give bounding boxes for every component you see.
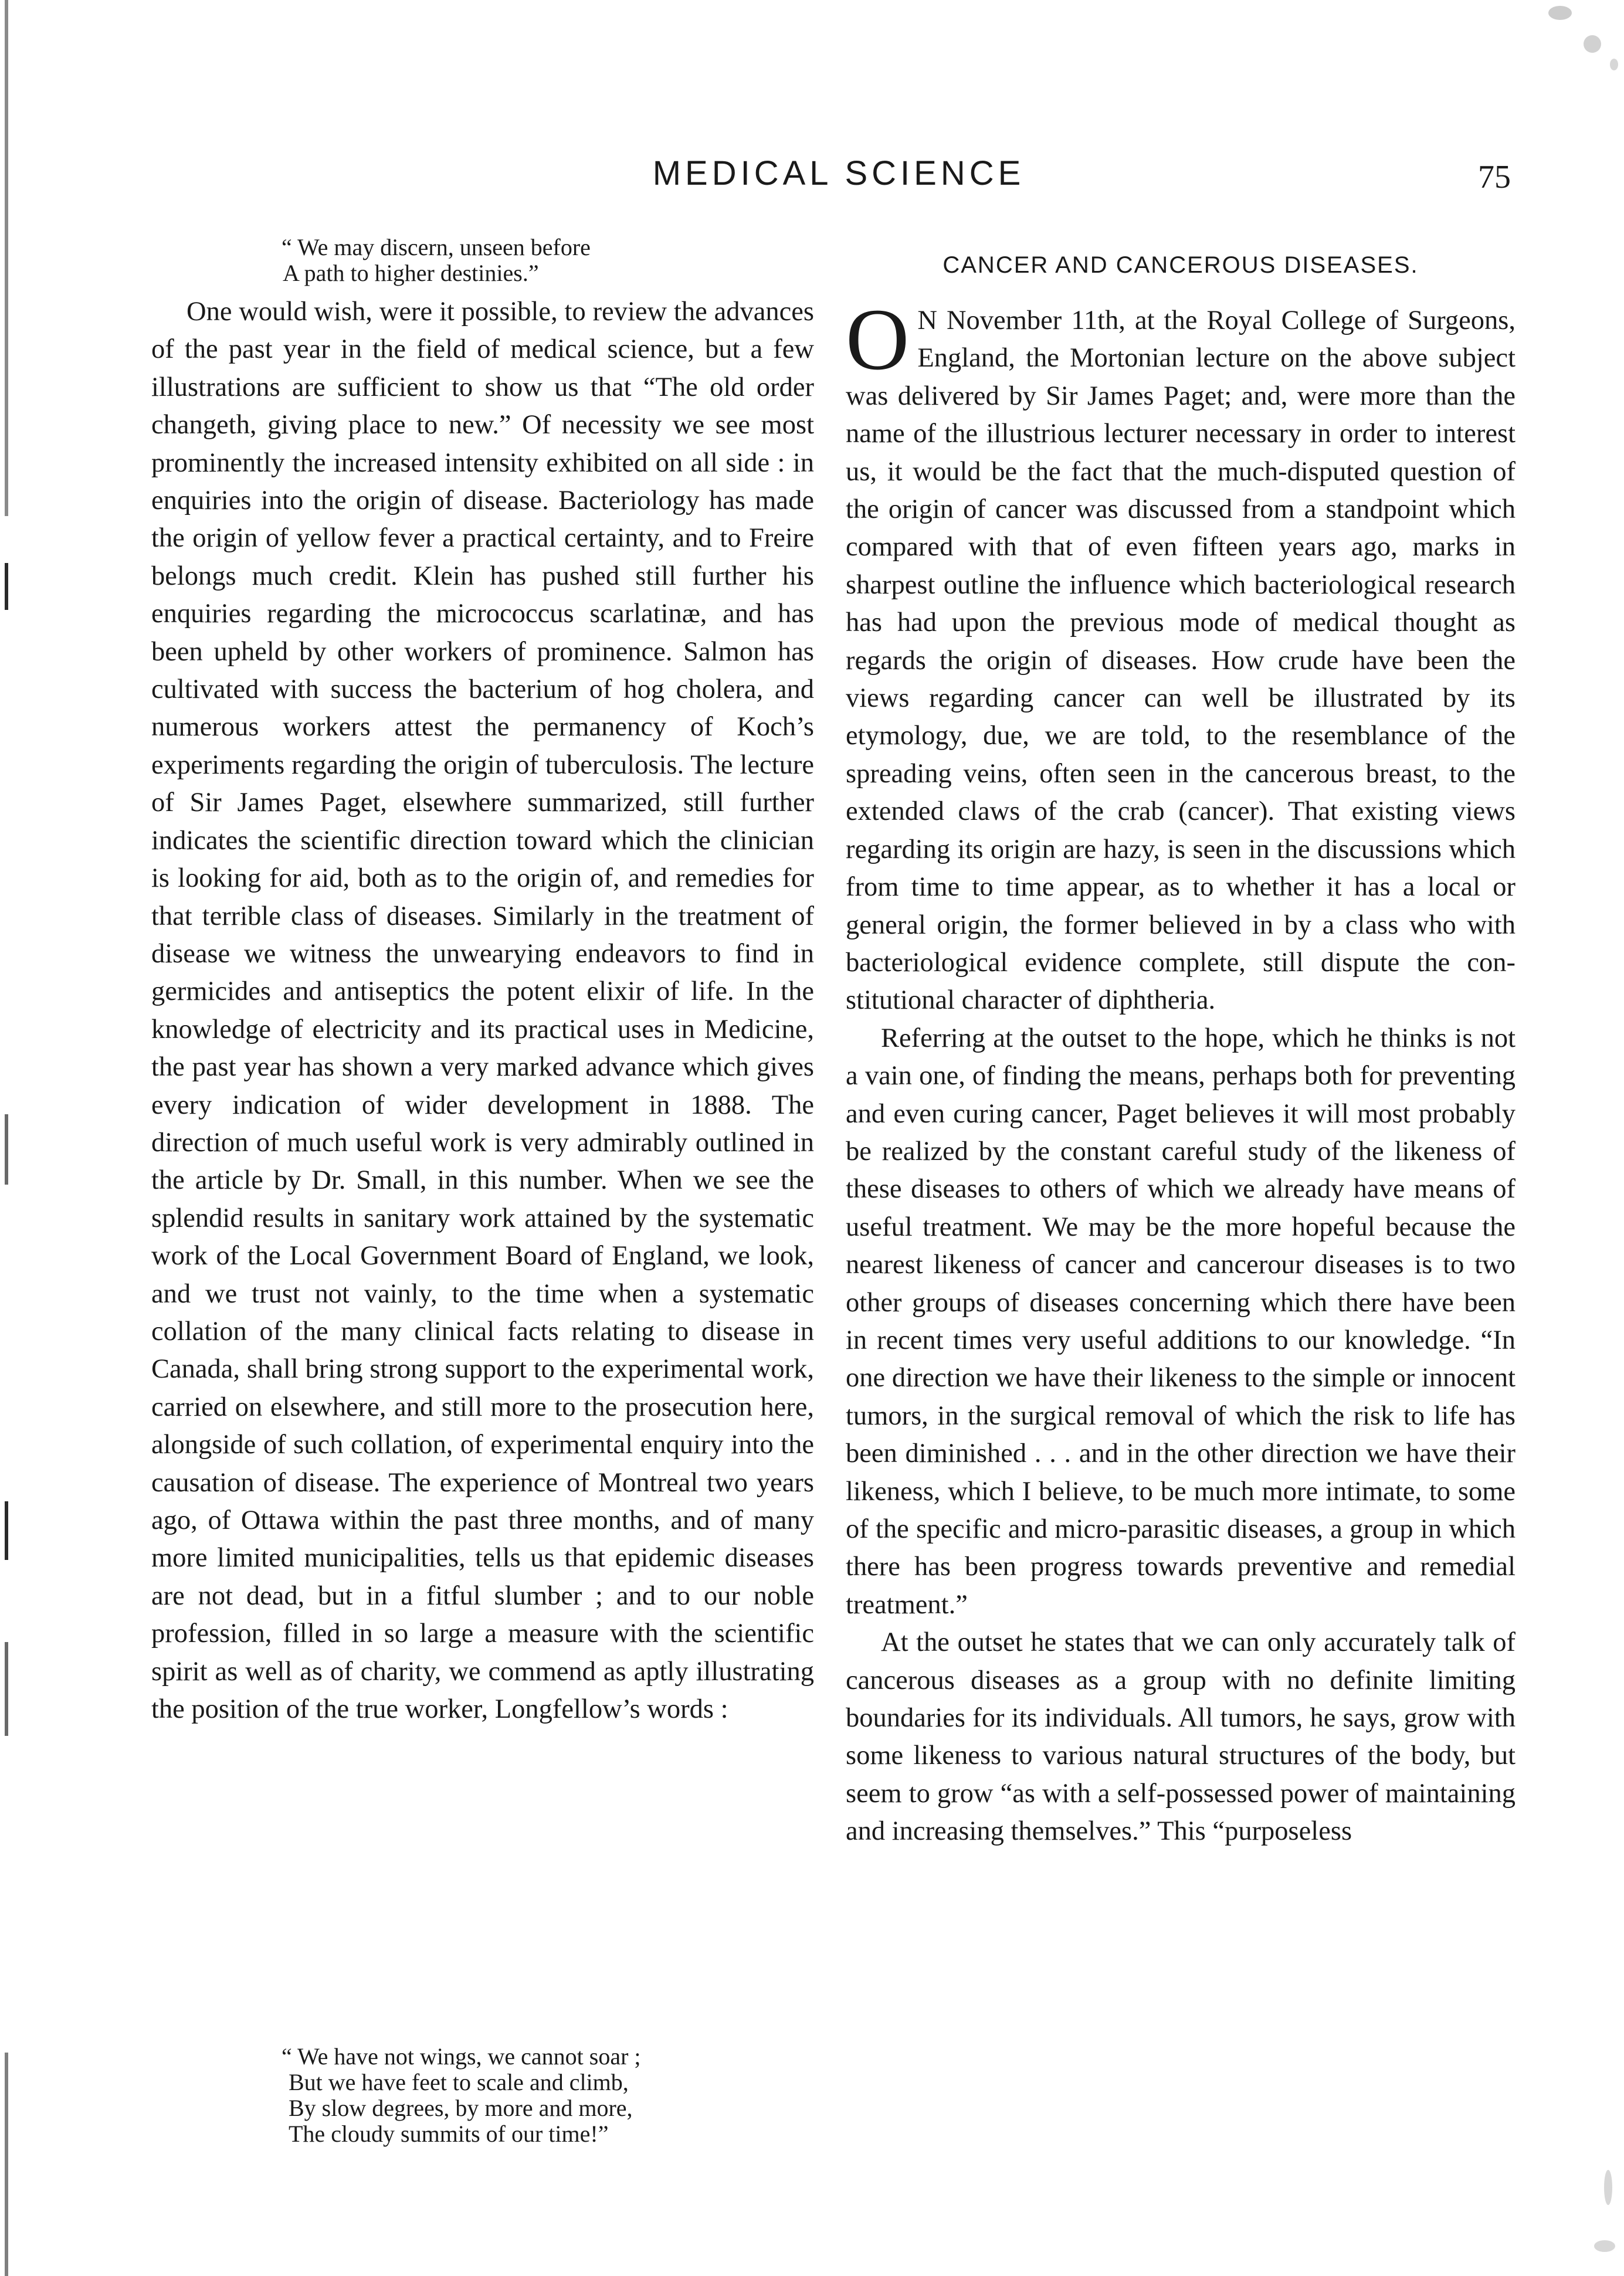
verse-line: By slow degrees, by more and more, [289, 2095, 633, 2121]
editorial-body [151, 293, 814, 1728]
binding-edge-mark [5, 0, 8, 516]
verse-line: But we have feet to scale and climb, [289, 2069, 629, 2095]
scan-speckle [1610, 59, 1618, 70]
binding-edge-mark [5, 1642, 8, 1736]
verse-line: “ We have not wings, we cannot soar ; [282, 2043, 641, 2070]
drop-cap: O [846, 291, 910, 388]
article-paragraph [846, 291, 1515, 1020]
article-body [846, 291, 1515, 1851]
binding-edge-mark [5, 1501, 8, 1560]
binding-edge-mark [5, 1114, 8, 1185]
scan-speckle [1594, 2240, 1615, 2252]
editorial-paragraph: One would wish, were it possible, to review the advances of the past year in the field of medical science, but a few illustrations are sufficient to show us that “The old order changeth, giving place to new.” Of necessity we see most prominently the increased intensity exhibited on all side : in enquiries into the origin of disease. Bacteriology has made the origin of yellow fever a practical certainty, and to Freire belongs much credit. Klein has pushed still further his enquiries regarding the micrococcus scarlatinæ, and has been upheld by other workers of prominence. Salmon has cultivated with success the bacterium of hog cholera, and numerous workers attest the permanency of Koch’s experiments regarding the origin of tuberculosis. The lecture of Sir James Paget, elsewhere summarized, still further indicates the scientific direction toward which the clinician is looking for aid, both as to the origin of, and remedies for that terrible class of diseases. Similarly in the treatment of disease we witness the unwearying endeavors to find in germicides and antiseptics the potent elixir of life. In the knowledge of electricity and its practical uses in Medicine, the past year has shown a very marked advance which gives every indication of wider development in 1888. The direction of much useful work is very admirably outlined in the article by Dr. Small, in this number. When we see the splendid results in sanitary work attained by the systematic work of the Local Government Board of England, we look, and we trust not vainly, to the time when a systematic collation of the many clinical facts relating to disease in Canada, shall bring strong support to the experimental work, carried on elsewhere, and still more to the prosecution here, alongside of such collation, of experimental enquiry into the causation of disease. The experience of Montreal two years ago, of Ottawa within the past three months, and of many more limited municipalities, tells us that epidemic diseases are not dead, but in a fitful slumber ; and to our noble profession, filled in so large a measure with the scientific spirit as well as of charity, we commend as aptly illustrating the position of the true worker, Longfellow’s words : [151, 297, 814, 1725]
scan-speckle [1548, 6, 1572, 20]
article-paragraph: Referring at the outset to the hope, which he thinks is not a vain one, of finding the means, perhaps both for preventing and even curing cancer, Paget believes it will most probably be realized by the constant careful study of the likeness of these diseases to others of which we already have means of useful treatment. We may be the more hopeful because the nearest likeness of cancer and cancerour diseases is to two other groups of diseases concerning which there have been in recent times very useful additions to our knowledge. “In one direction we have their likeness to the simple or innocent tumors, in the surgical removal of which the risk to life has been diminished . . . and in the other direction we have their likeness, which I believe, to be much more intimate, to some of the specific and micro-parasitic diseases, a group in which there has been progress towards preventive and remedial treatment.” [846, 1023, 1515, 1620]
article-paragraph: At the outset he states that we can only accurately talk of cancerous diseases as a group with no definite limiting boundaries for its individuals. All tumors, he says, grow with some likeness to various natural structures of the body, but seem to grow “as with a self-possessed power of maintaining and increasing themselves.” This “purposeless [846, 1627, 1515, 1847]
scan-speckle [1584, 35, 1601, 53]
longfellow-verse [282, 2044, 704, 2147]
epigraph [282, 235, 692, 286]
article-title: CANCER AND CANCEROUS DISEASES. [942, 252, 1419, 278]
epigraph-line: A path to higher destinies.” [283, 260, 539, 286]
verse-line: The cloudy summits of our time!” [289, 2121, 609, 2147]
running-header: MEDICAL SCIENCE [652, 154, 1025, 192]
scan-speckle [1604, 2170, 1612, 2205]
page-number: 75 [1478, 159, 1511, 195]
binding-edge-mark [5, 563, 8, 610]
binding-edge-mark [5, 2053, 8, 2276]
article-paragraph-text: N November 11th, at the Royal College of Surgeons, England, the Mortonian lecture on the above subject was delivered by Sir James Paget; and, were more than the name of the illustrious lecturer necessary in order to interest us, it would be the fact that the much-disputed question of the origin of cancer was discussed from a standpoint which compared with that of even fifteen years ago, marks in sharpest outline the influence which bacteriological research has had upon the previous mode of medical thought as regards the origin of diseases. How crude have been the views regarding cancer can well be illustrated by its etymology, due, we are told, to the resemblance of the spreading veins, often seen in the cancerous breast, to the extended claws of the crab (cancer). That existing views regarding its origin are hazy, is seen in the discussions which from time to time appear, as to whether it has a local or general origin, the former believed in by a class who with bacteriological evidence complete, still dispute the constitutional character of diphtheria. [846, 306, 1515, 1016]
epigraph-line: “ We may discern, unseen before [282, 234, 591, 260]
